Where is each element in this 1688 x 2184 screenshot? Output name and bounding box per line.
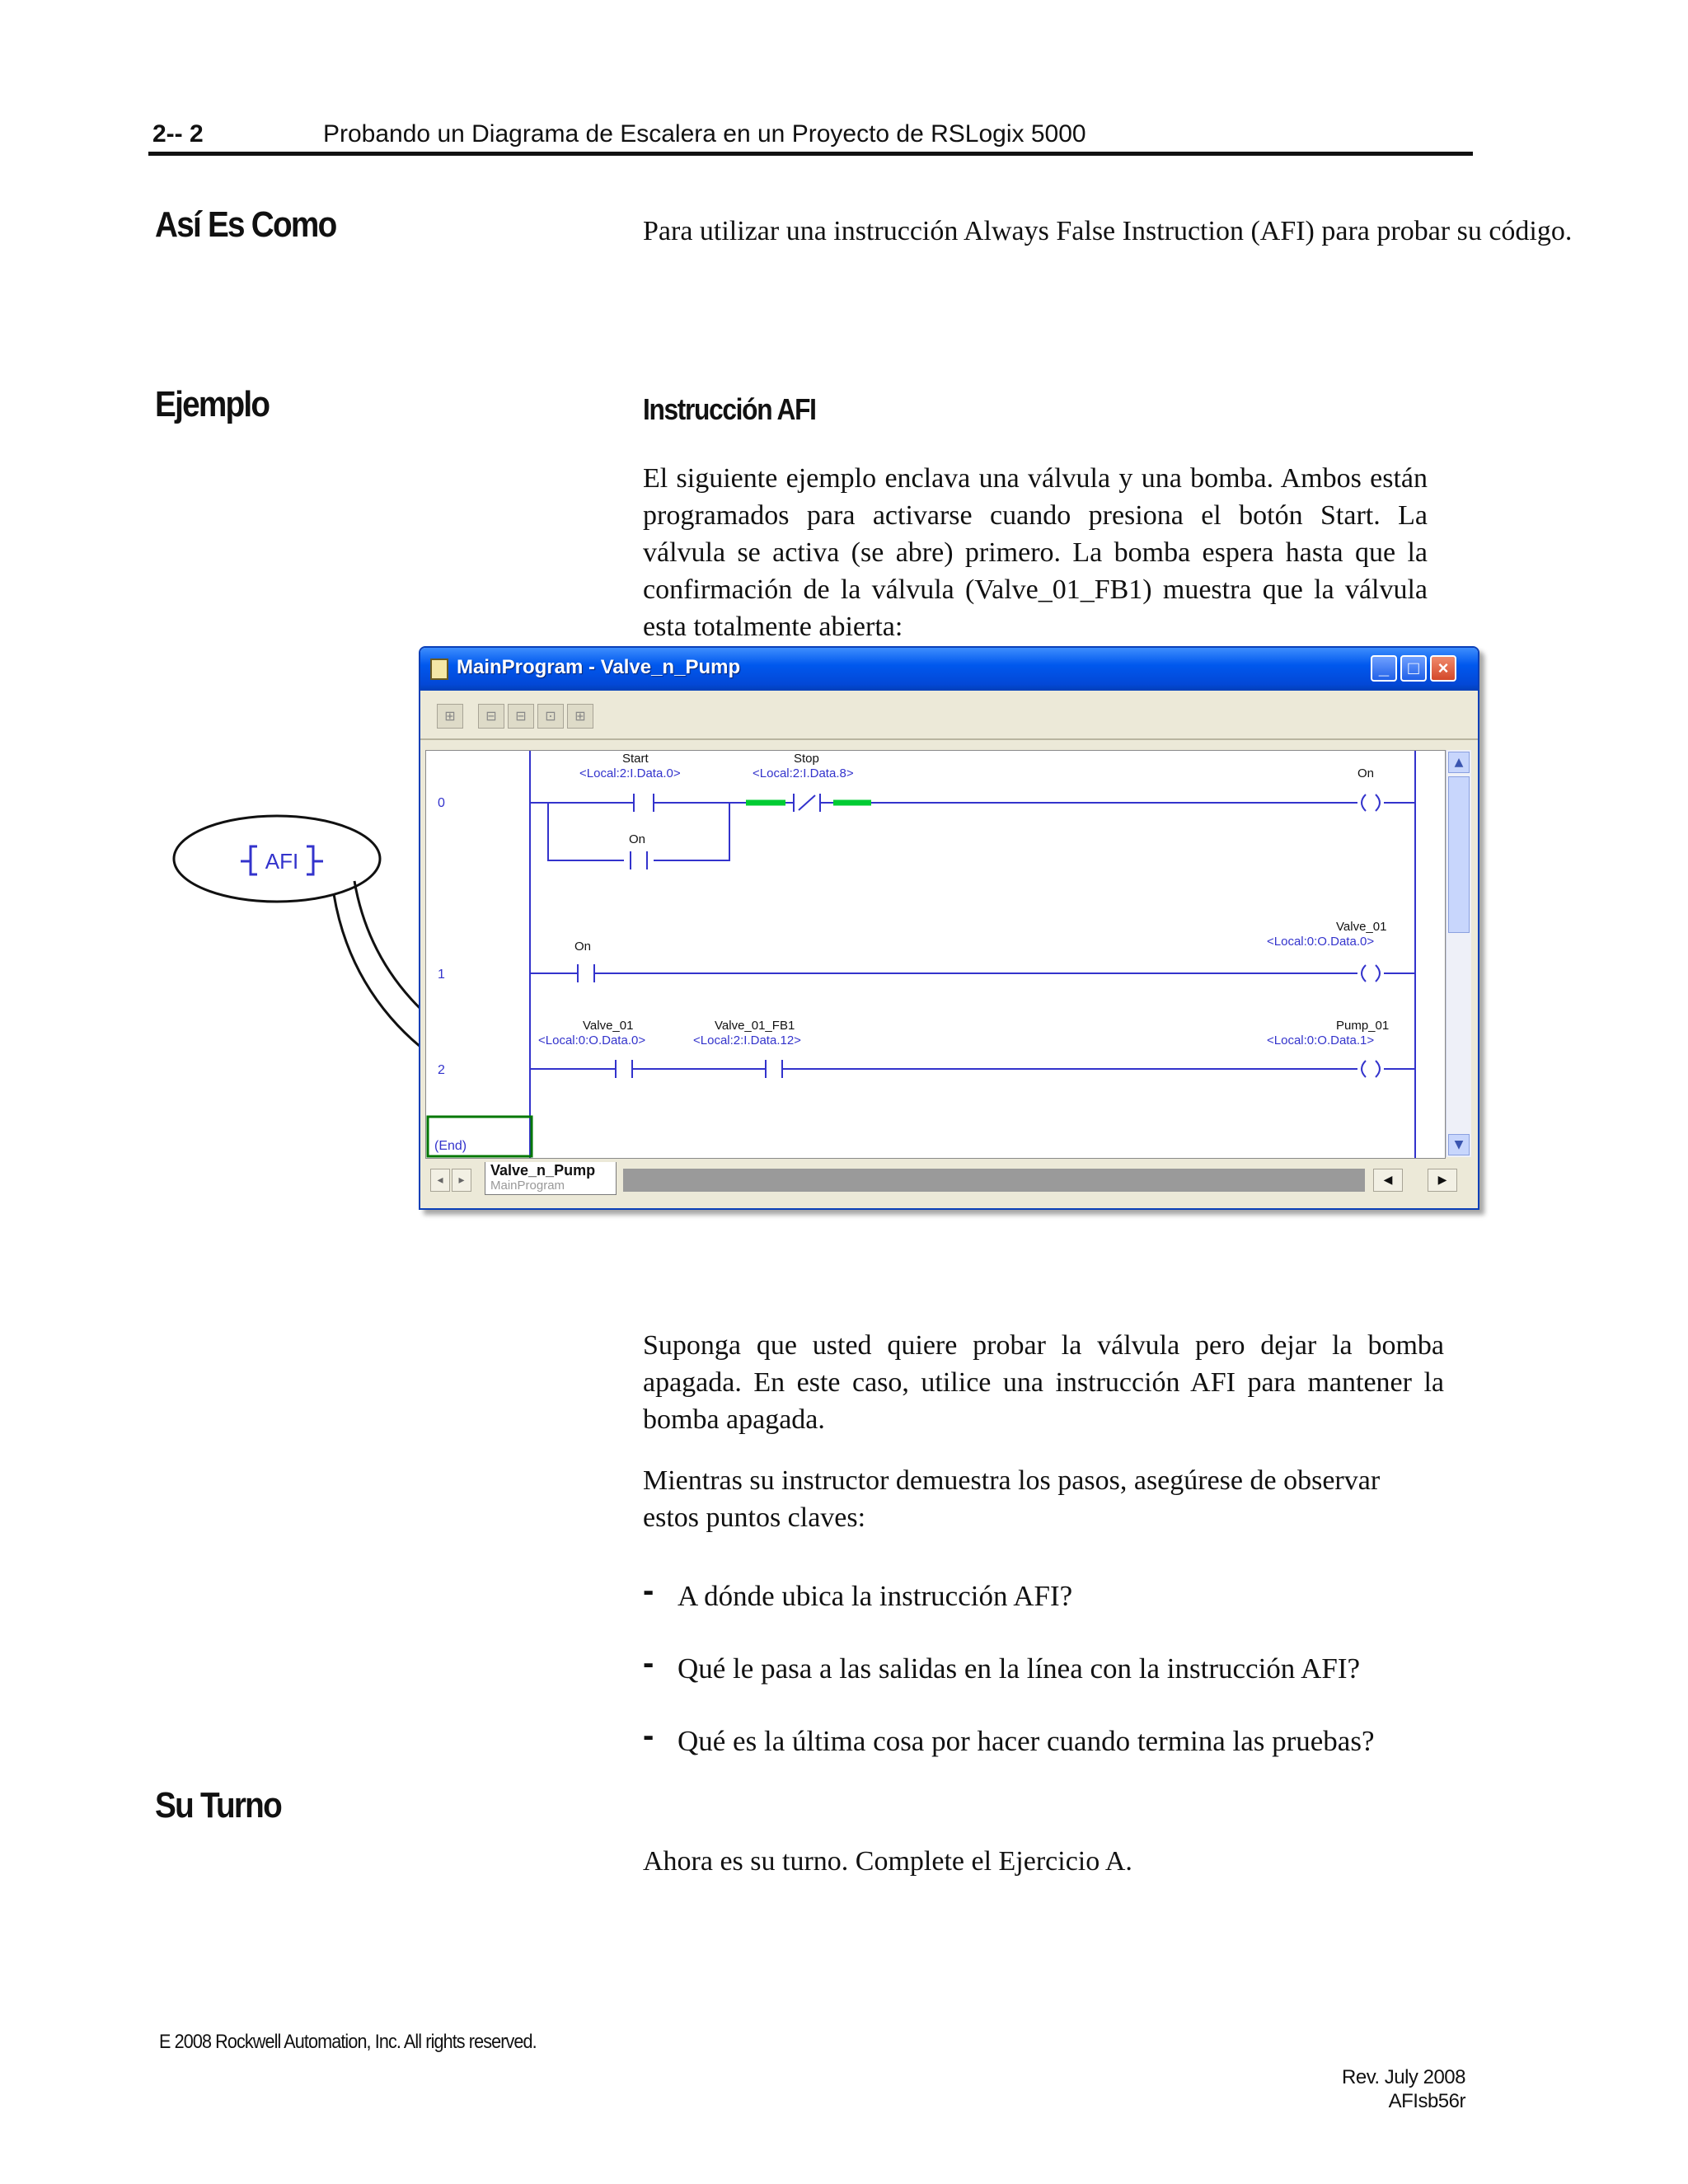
scroll-thumb[interactable]: [1448, 776, 1470, 933]
ladder-editor[interactable]: [425, 750, 1446, 1159]
start-tag: Start: [622, 752, 649, 766]
on-coil-tag: On: [1357, 766, 1375, 780]
valve-fb-address: <Local:2:I.Data.12>: [693, 1033, 801, 1047]
vertical-scrollbar[interactable]: [1446, 750, 1471, 1157]
rslogix-window: [419, 646, 1479, 1210]
on-contact-tag: On: [629, 832, 646, 846]
scroll-left-icon[interactable]: ◀: [1373, 1169, 1403, 1192]
scroll-up-icon[interactable]: ▲: [1448, 752, 1470, 773]
document-code: AFIsb56r: [1388, 2090, 1465, 2112]
valve-contact-tag: Valve_01: [583, 1019, 634, 1033]
program-icon: [430, 658, 448, 680]
section-heading-example: Ejemplo: [155, 384, 270, 424]
pump-coil-address: <Local:0:O.Data.1>: [1267, 1033, 1375, 1047]
add-branch-level-icon[interactable]: ⊟: [508, 704, 534, 729]
add-rung-icon[interactable]: ⊞: [437, 704, 463, 729]
rung-1: [530, 964, 1415, 982]
running-title: Probando un Diagrama de Escalera en un Proyecto de RSLogix 5000: [323, 120, 1086, 148]
example-after-2: Mientras su instructor demuestra los pasos, asegúrese de observar estos puntos claves:: [643, 1465, 1381, 1533]
valve-coil-address: <Local:0:O.Data.0>: [1267, 935, 1375, 949]
how-text: Para utilizar una instrucción Always False Instruction (AFI) para probar su código.: [643, 216, 1573, 246]
valve-coil-tag: Valve_01: [1336, 920, 1387, 934]
sheet-bar: [425, 1159, 1470, 1198]
copyright: E 2008 Rockwell Automation, Inc. All rights reserved.: [159, 2031, 537, 2053]
bullet-dash: -: [643, 1572, 654, 1609]
tab-valve-n-pump[interactable]: [485, 1162, 617, 1195]
close-button[interactable]: ×: [1430, 655, 1456, 682]
add-branch-icon[interactable]: ⊟: [478, 704, 504, 729]
rung-2: [530, 1060, 1415, 1078]
valve-fb-tag: Valve_01_FB1: [715, 1019, 795, 1033]
bullet-text: Qué es la última cosa por hacer cuando termina las pruebas?: [678, 1725, 1375, 1757]
pump-coil-tag: Pump_01: [1336, 1019, 1390, 1033]
stop-contact-energized: [746, 794, 871, 812]
revision-block: [1342, 2065, 1465, 2113]
stop-address: <Local:2:I.Data.8>: [753, 766, 854, 780]
example-intro: El siguiente ejemplo enclava una válvula y una bomba. Ambos están programados para activarse cuando presiona el botón Start. La válvula se activa (se abre) primero. La bomba espera hasta que la confirmación de la válvula (Valve_01_FB1) muestra que la válvula esta totalmente abierta:: [643, 463, 1428, 642]
start-address: <Local:2:I.Data.0>: [579, 766, 681, 780]
example-after-1: Suponga que usted quiere probar la válvula pero dejar la bomba apagada. En este caso, utilice una instrucción AFI para mantener la bomba apagada.: [643, 1330, 1444, 1435]
rung-number: 0: [438, 796, 445, 810]
scroll-down-icon[interactable]: ▼: [1448, 1134, 1470, 1155]
revision-date: Rev. July 2008: [1342, 2066, 1465, 2088]
scroll-right-icon[interactable]: ▶: [1428, 1169, 1457, 1192]
tab-scroll-left-icon[interactable]: ◂: [430, 1169, 450, 1192]
page-number: 2-- 2: [152, 120, 204, 148]
rung-0: [530, 794, 1415, 869]
section-heading-how: Así Es Como: [155, 204, 336, 245]
maximize-button[interactable]: □: [1400, 655, 1427, 682]
header-rule: [148, 152, 1473, 156]
bullet-dash: -: [643, 1718, 654, 1754]
stop-tag: Stop: [794, 752, 819, 766]
rung-number: 2: [438, 1063, 445, 1077]
end-label: (End): [434, 1139, 467, 1153]
on-contact-tag: On: [574, 940, 592, 954]
tab-scroll-right-icon[interactable]: ▸: [452, 1169, 471, 1192]
ladder-toolbar: [420, 691, 1478, 740]
bullet-text: A dónde ubica la instrucción AFI?: [678, 1580, 1073, 1612]
valve-contact-address: <Local:0:O.Data.0>: [538, 1033, 646, 1047]
add-coil-icon[interactable]: ⊞: [567, 704, 593, 729]
bullet-dash: -: [643, 1645, 654, 1681]
bullet-text: Qué le pasa a las salidas en la línea con la instrucción AFI?: [678, 1652, 1361, 1685]
tab-label: Valve_n_Pump: [490, 1162, 596, 1179]
window-title: MainProgram - Valve_n_Pump: [457, 656, 741, 678]
example-subheading: Instrucción AFI: [643, 392, 816, 426]
add-contact-icon[interactable]: ⊡: [537, 704, 564, 729]
tab-sublabel: MainProgram: [490, 1179, 565, 1193]
ladder-diagram: [426, 751, 1445, 1158]
afi-callout-label: AFI: [265, 849, 299, 874]
horizontal-scroll-track[interactable]: [623, 1169, 1365, 1192]
rung-number: 1: [438, 968, 445, 982]
section-heading-turn: Su Turno: [155, 1785, 281, 1825]
window-titlebar: [420, 648, 1478, 691]
turn-text: Ahora es su turno. Complete el Ejercicio A.: [643, 1846, 1132, 1877]
minimize-button[interactable]: _: [1371, 655, 1397, 682]
